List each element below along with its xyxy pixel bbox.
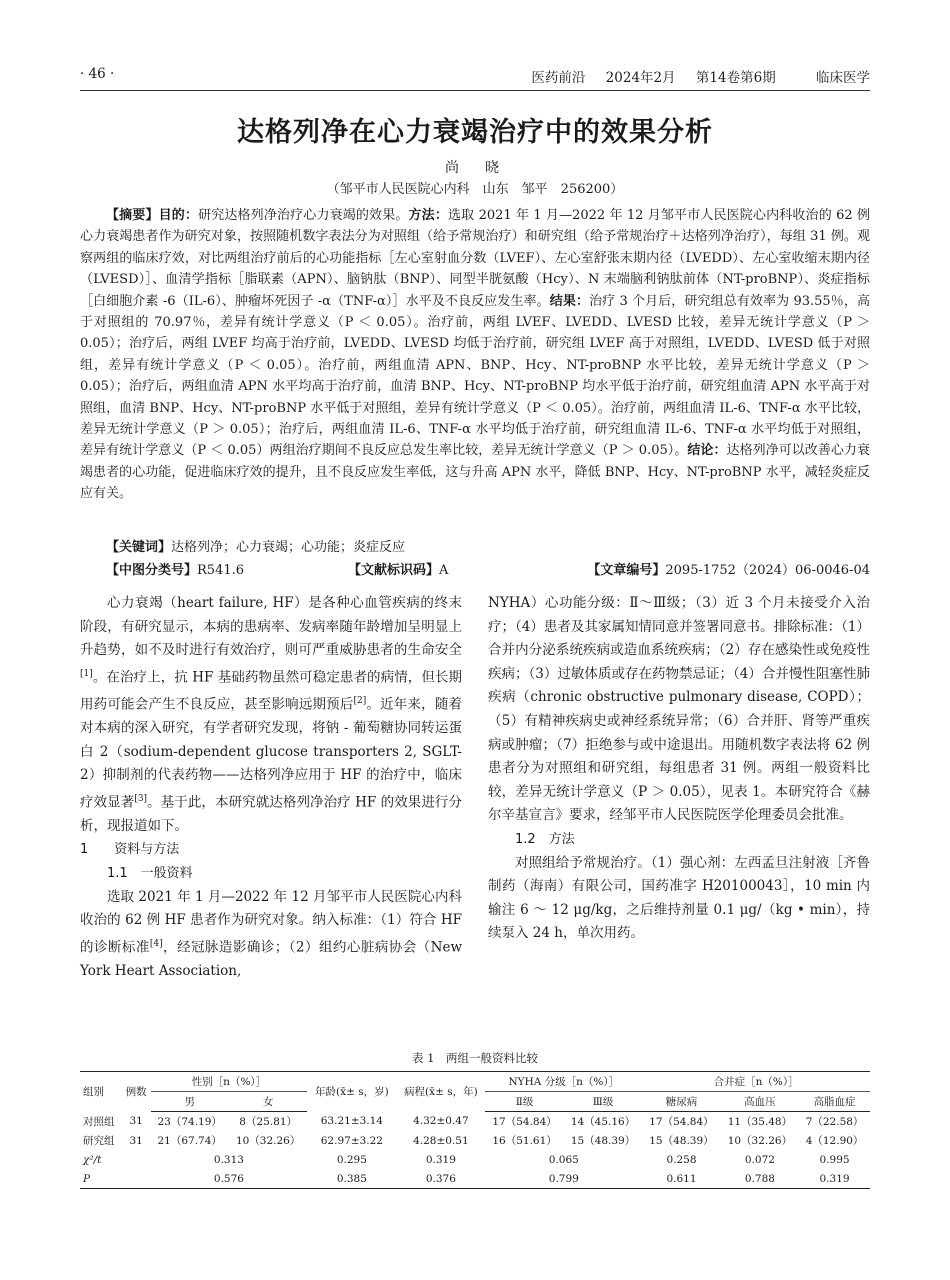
- section-heading-1: 1 资料与方法: [80, 842, 180, 858]
- cell-course: 4.28±0.51: [413, 1134, 469, 1147]
- clc-number: [106, 559, 244, 578]
- general-data-text-1: 选取 2021 年 1 月—2022 年 12 月邹平市人民医院心内科收治的 62 例 HF 患者作为研究对象。纳入标准：（1）符合 HF 的诊断标准: [80, 888, 462, 956]
- cell-nyha-2: 17（54.84）: [492, 1116, 557, 1128]
- cell-hypertension: 11（35.48）: [727, 1116, 793, 1128]
- cell-course: 4.32±0.47: [413, 1115, 469, 1128]
- cell-p-sex: 0.576: [151, 1169, 308, 1189]
- th-female: 女: [229, 1092, 307, 1112]
- cell-empty: [122, 1169, 151, 1189]
- running-header: [80, 64, 870, 91]
- cell-p-nyha: 0.799: [485, 1169, 642, 1189]
- cell-hyperlipidemia: 7（22.58）: [805, 1116, 864, 1128]
- citation-3: [3]: [134, 793, 148, 804]
- result-label: 结果：: [549, 293, 590, 309]
- general-data-text-2: ，经冠脉造影确诊；（2）组约心脏病协会（New York Heart Association,: [80, 939, 463, 979]
- intro-text-3: 。近年来，随着对本病的深入研究，有学者研究发现，将钠 - 葡萄糖协同转运蛋白 2（sodium-dependent glucose transporters 2, SGLT-2）抑制剂的代表药物——达格列净应用于 HF 的治疗中，临床疗效显著: [80, 696, 463, 811]
- cell-female: 8（25.81）: [239, 1116, 298, 1128]
- cell-hyperlipidemia: 4（12.90）: [805, 1135, 864, 1147]
- citation-2: [2]: [353, 695, 367, 706]
- th-hyperlipidemia: 高脂血症: [799, 1092, 870, 1112]
- cell-stat-nyha: 0.065: [548, 1153, 579, 1166]
- page-number: · 46 ·: [80, 66, 115, 82]
- cell-p-age: 0.385: [307, 1169, 396, 1189]
- intro-paragraph: [80, 592, 462, 838]
- abstract: [80, 205, 870, 505]
- cell-stat-age: 0.295: [336, 1153, 367, 1166]
- cell-p-course: 0.376: [396, 1169, 485, 1189]
- keywords-text: 达格列净；心力衰竭；心功能；炎症反应: [171, 540, 406, 555]
- document-code: [348, 559, 448, 578]
- cell-stat-course: 0.319: [425, 1153, 456, 1166]
- cell-p-hyperlipidemia: 0.319: [799, 1169, 870, 1189]
- cell-stat-diabetes: 0.258: [666, 1153, 697, 1166]
- th-hypertension: 高血压: [721, 1092, 799, 1112]
- cell-hypertension: 10（32.26）: [727, 1135, 793, 1147]
- th-male: 男: [151, 1092, 229, 1112]
- intro-text-2: 。在治疗上，抗 HF 基础药物虽然可稳定患者的病情，但长期用药可能会产生不良反应，甚至影响远期预后: [80, 669, 462, 713]
- art-label: 【文章编号】: [587, 563, 666, 578]
- author-name: 尚 晓: [445, 160, 505, 176]
- cell-group: 研究组: [83, 1135, 115, 1147]
- table-row-stat: [80, 1150, 870, 1169]
- cell-male: 23（74.19）: [157, 1116, 222, 1128]
- volume-issue: 第14卷第6期: [695, 70, 776, 86]
- cell-group: 对照组: [83, 1115, 115, 1128]
- th-nyha: NYHA 分级［n（%）］: [485, 1072, 642, 1092]
- th-nyha-2: Ⅱ级: [485, 1092, 563, 1112]
- cell-stat-hypertension: 0.072: [744, 1153, 775, 1166]
- cell-empty: [122, 1150, 151, 1169]
- cell-diabetes: 15（48.39）: [649, 1135, 714, 1147]
- keywords: [106, 536, 870, 555]
- abstract-label: 【摘要】: [106, 208, 159, 223]
- baseline-table: [80, 1071, 870, 1189]
- general-data-paragraph: [80, 886, 462, 984]
- method-text: 选取 2021 年 1 月—2022 年 12 月邹平市人民医院心内科收治的 62 例心力衰竭患者作为研究对象，按照随机数字表法分为对照组（给予常规治疗）和研究组（给予常规治疗＋达格列净治疗），每组 31 例。观察两组的临床疗效，对比两组治疗前后的心功能指标［左心室射血分数（LVEF）、左心室舒张末期内径（LVEDD）、左心室收缩末期内径（LVESD）］、血清学指标［脂联素（APN）、脑钠肽（BNP）、同型半胱氨酸（Hcy）、N 末端脑利钠肽前体（NT-proBNP）、炎症指标［白细胞介素 -6（IL-6）、肿瘤坏死因子 -α（TNF-α）］水平及不良反应发生率。: [80, 208, 870, 309]
- author-affiliation: （邹平市人民医院心内科 山东 邹平 256200）: [326, 182, 624, 197]
- th-sex: 性别［n（%）］: [151, 1072, 308, 1092]
- general-data-continued: [488, 592, 870, 828]
- cell-nyha-2: 16（51.61）: [492, 1135, 557, 1147]
- cell-nyha-3: 15（48.39）: [570, 1135, 636, 1147]
- cell-stat-sex: 0.313: [213, 1153, 244, 1166]
- cell-stat-label: χ²/t: [83, 1153, 102, 1166]
- th-diabetes: 糖尿病: [642, 1092, 720, 1112]
- table-caption: 表 1 两组一般资料比较: [412, 1051, 538, 1065]
- th-comorbidity: 合并症［n（%）］: [642, 1072, 870, 1092]
- cell-n: 31: [129, 1115, 143, 1128]
- table-row: [80, 1112, 870, 1132]
- th-age: 年龄(x̄± s，岁): [307, 1072, 396, 1112]
- intro-text-4: 。基于此，本研究就达格列净治疗 HF 的效果进行分析，现报道如下。: [80, 794, 463, 834]
- objective-label: 目的：: [158, 208, 199, 223]
- classification-line: [106, 559, 870, 579]
- method-paragraph: 对照组给予常规治疗。（1）强心剂：左西孟旦注射液［齐鲁制药（海南）有限公司，国药准字 H20100043］，10 min 内输注 6 ～ 12 μg/kg，之后维持剂量 0.1 μg/（kg • min），持续泵入 24 h，单次用药。: [488, 854, 870, 942]
- citation-4: [4]: [149, 938, 163, 949]
- cell-nyha-3: 14（45.16）: [570, 1116, 636, 1128]
- section-heading-1-1: 1.1 一般资料: [107, 866, 193, 882]
- section-heading-1-2: 1.2 方法: [515, 831, 575, 847]
- method-label: 方法：: [408, 208, 448, 223]
- article-number: [587, 559, 870, 578]
- keywords-label: 【关键词】: [106, 540, 172, 555]
- cell-stat-hyperlipidemia: 0.995: [819, 1153, 850, 1166]
- doc-label: 【文献标识码】: [348, 563, 440, 578]
- cell-p-label: P: [80, 1169, 122, 1189]
- general-data-text-3: NYHA）心功能分级：Ⅱ～Ⅲ级；（3）近 3 个月未接受介入治疗；（4）患者及其家属知情同意并签署同意书。排除标准：（1）合并内分泌系统疾病或造血系统疾病；（2）存在感染性或免疫性疾病；（3）过敏体质或存在药物禁忌证；（4）合并慢性阻塞性肺疾病（chronic obstructive pulmonary disease, COPD）；（5）有精神疾病史或神经系统异常；（6）合并肝、肾等严重疾病或肿瘤；（7）拒绝参与或中途退出。用随机数字表法将 62 例患者分为对照组和研究组，每组患者 31 例。两组一般资料比较，差异无统计学意义（P ＞ 0.05），见表 1。本研究符合《赫尔辛基宣言》要求，经邹平市人民医院医学伦理委员会批准。: [488, 595, 870, 824]
- cell-age: 62.97±3.22: [320, 1134, 383, 1147]
- cell-n: 31: [129, 1134, 143, 1147]
- clc-label: 【中图分类号】: [106, 563, 198, 578]
- th-course: 病程(x̄± s，年): [396, 1072, 485, 1112]
- table-row: [80, 1131, 870, 1150]
- intro-text-1: 心力衰竭（heart failure, HF）是各种心血管疾病的终末阶段，有研究显示，本病的患病率、发病率随年龄增加呈明显上升趋势，如不及时进行有效治疗，则可严重威胁患者的生命安全: [80, 595, 462, 659]
- doc-value: A: [439, 563, 449, 578]
- th-n: 例数: [122, 1072, 151, 1112]
- body-column-right: [488, 592, 870, 946]
- art-value: 2095-1752（2024）06-0046-04: [665, 563, 870, 578]
- cell-age: 63.21±3.14: [320, 1115, 383, 1128]
- section-name: 临床医学: [816, 70, 870, 86]
- citation-1: [1]: [80, 668, 93, 679]
- issue-date: 2024年2月: [605, 70, 676, 86]
- journal-name: 医药前沿: [531, 70, 586, 86]
- table-row-p: [80, 1169, 870, 1189]
- journal-info: [517, 66, 870, 86]
- cell-male: 21（67.74）: [157, 1135, 222, 1147]
- th-nyha-3: Ⅲ级: [564, 1092, 642, 1112]
- body-column-left: [80, 592, 462, 984]
- clc-value: R541.6: [197, 563, 245, 578]
- cell-p-hypertension: 0.788: [721, 1169, 799, 1189]
- th-group: 组别: [80, 1072, 122, 1112]
- result-text: 治疗 3 个月后，研究组总有效率为 93.55％，高于对照组的 70.97％，差异有统计学意义（P ＜ 0.05）。治疗前，两组 LVEF、LVEDD、LVESD 比较，差异无统计学意义（P ＞ 0.05）；治疗后，两组 LVEF 均高于治疗前，LVEDD、LVESD 均低于治疗前，研究组 LVEF 高于对照组，LVEDD、LVESD 低于对照组，差异有统计学意义（P ＜ 0.05）。治疗前，两组血清 APN、BNP、Hcy、NT-proBNP 水平比较，差异无统计学意义（P ＞ 0.05）；治疗后，两组血清 APN 水平均高于治疗前，血清 BNP、Hcy、NT-proBNP 均水平低于治疗前，研究组血清 APN 水平高于对照组，血清 BNP、Hcy、NT-proBNP 水平低于对照组，差异有统计学意义（P ＜ 0.05）。治疗前，两组血清 IL-6、TNF-α 水平比较，差异无统计学意义（P ＞ 0.05）；治疗后，两组血清 IL-6、TNF-α 水平均低于治疗前，研究组血清 IL-6、TNF-α 水平均低于对照组，差异有统计学意义（P ＜ 0.05）两组治疗期间不良反应总发生率比较，差异无统计学意义（P ＞ 0.05）。: [80, 293, 870, 459]
- conclusion-text: 达格列净可以改善心力衰竭患者的心功能，促进临床疗效的提升，且不良反应发生率低，这与升高 APN 水平，降低 BNP、Hcy、NT-proBNP 水平，减轻炎症反应有关。: [80, 443, 870, 502]
- cell-diabetes: 17（54.84）: [649, 1116, 714, 1128]
- article-title: 达格列净在心力衰竭治疗中的效果分析: [237, 117, 713, 148]
- cell-p-diabetes: 0.611: [642, 1169, 720, 1189]
- conclusion-label: 结论：: [687, 443, 727, 459]
- cell-female: 10（32.26）: [235, 1135, 301, 1147]
- objective-text: 研究达格列净治疗心力衰竭的效果。: [198, 208, 409, 223]
